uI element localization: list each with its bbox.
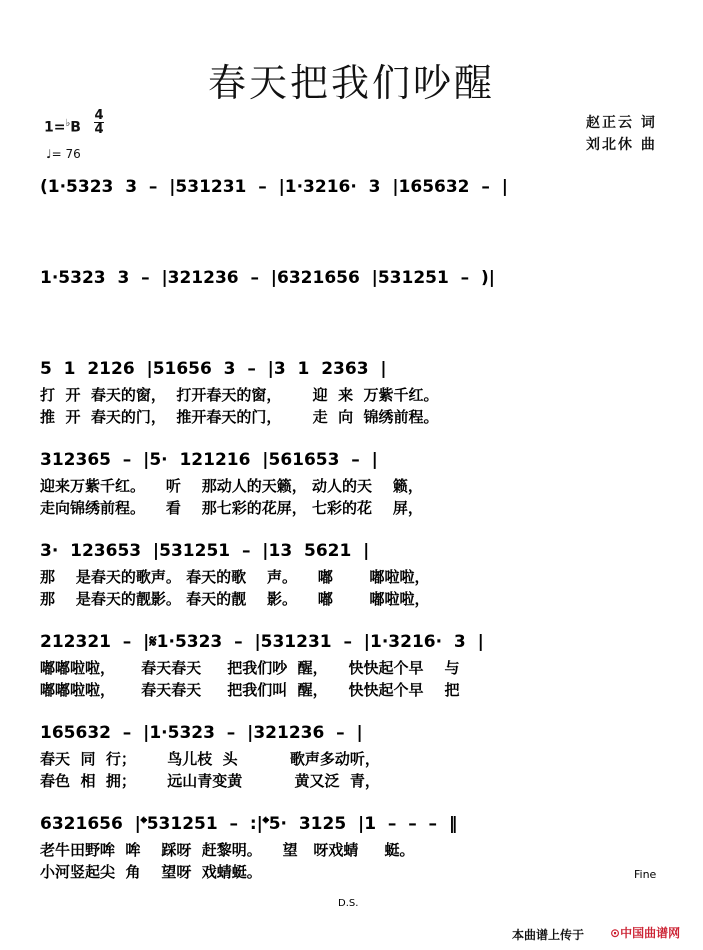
footer-text: 本曲谱上传于 — [512, 928, 585, 942]
site-logo — [610, 924, 680, 941]
tempo-value: = 76 — [51, 147, 81, 161]
time-numerator: 4 — [94, 108, 104, 123]
notation-line: 212321 – |𝄋1·5323 – |531231 – |1·3216· 3 | — [40, 632, 484, 652]
lyric-line: 老牛田野哞 哞 踩呀 赶黎明。 望 呀戏蜻 蜓。 — [40, 841, 415, 859]
lyric-line: 打 开 春天的窗， 打开春天的窗， 迎 来 万紫千红。 — [40, 386, 439, 404]
score-body — [0, 170, 703, 909]
key-note: B — [70, 119, 81, 136]
key-label: 1= — [44, 119, 66, 136]
lyricist-credit: 赵正云 词 — [586, 115, 657, 131]
quarter-note-icon: ♩ — [46, 147, 52, 161]
fine-marking: Fine — [634, 868, 657, 881]
time-denominator: 4 — [94, 122, 104, 137]
lyric-line: 推 开 春天的门， 推开春天的门， 走 向 锦绣前程。 — [40, 408, 439, 426]
time-signature — [94, 110, 104, 135]
notation-line: (1·5323 3 – |531231 – |1·3216· 3 |165632 – | — [40, 177, 508, 197]
lyric-line: 春天 同 行； 鸟儿枝 头 歌声多动听， — [40, 750, 380, 768]
notation-line: 312365 – |5· 121216 |561653 – | — [40, 450, 378, 470]
notation-line: 1·5323 3 – |321236 – |6321656 |531251 – )| — [40, 268, 495, 288]
song-title: 春天把我们吵醒 — [207, 61, 495, 105]
lyric-line: 小河竖起尖 角 望呀 戏蜻蜓。 — [40, 863, 262, 881]
lyric-line: 那 是春天的靓影。 春天的靓 影。 嘟 嘟啦啦， — [40, 590, 430, 608]
lyric-line: 嘟嘟啦啦， 春天春天 把我们吵 醒， 快快起个早 与 — [40, 659, 460, 677]
notation-line: 6321656 |𝄌531251 – :|𝄌5· 3125 |1 – – – ‖ — [40, 814, 458, 834]
lyric-line: 走向锦绣前程。 看 那七彩的花屏， 七彩的花 屏， — [40, 499, 423, 517]
ds-marking: D.S. — [338, 898, 359, 909]
lyric-line: 嘟嘟啦啦， 春天春天 把我们叫 醒， 快快起个早 把 — [40, 681, 460, 699]
logo-icon: ⊙ — [610, 926, 621, 940]
notation-line: 5 1 2126 |51656 3 – |3 1 2363 | — [40, 359, 387, 379]
notation-line: 3· 123653 |531251 – |13 5621 | — [40, 541, 370, 561]
composer-credit: 刘北休 曲 — [586, 137, 657, 153]
lyric-line: 迎来万紫千红。 听 那动人的天籁， 动人的天 籁， — [40, 477, 423, 495]
key-signature — [44, 118, 81, 136]
lyric-line: 那 是春天的歌声。 春天的歌 声。 嘟 嘟啦啦， — [40, 568, 430, 586]
tempo-marking — [46, 147, 81, 161]
notation-line: 165632 – |1·5323 – |321236 – | — [40, 723, 363, 743]
lyric-line: 春色 相 拥； 远山青变黄 黄又泛 青， — [40, 772, 380, 790]
logo-text: 中国曲谱网 — [620, 926, 681, 940]
flat-sign: ♭ — [65, 118, 71, 129]
